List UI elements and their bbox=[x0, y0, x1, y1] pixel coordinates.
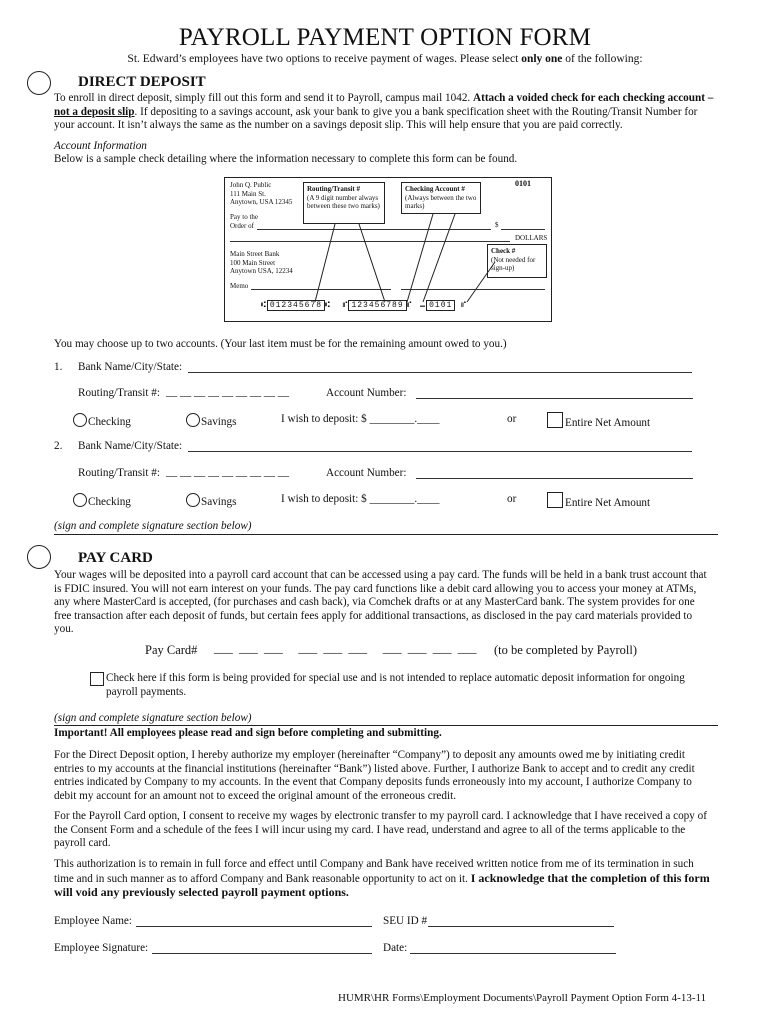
seu-id-label: SEU ID # bbox=[383, 915, 428, 927]
authorization-void-notice: I acknowledge that the completion of this form will void any previously selected payroll payment options. bbox=[54, 870, 710, 900]
check-holder-city: Anytown, USA 12345 bbox=[230, 198, 293, 206]
pay-card-heading: PAY CARD bbox=[78, 550, 153, 566]
direct-deposit-sign-note: (sign and complete signature section below) bbox=[54, 520, 252, 532]
savings-radio[interactable] bbox=[186, 413, 200, 427]
section-divider bbox=[54, 534, 718, 535]
account-2-number: 2. bbox=[54, 440, 63, 452]
check-number-callout-title: Check # bbox=[491, 247, 516, 255]
routing-callout-title: Routing/Transit # bbox=[307, 185, 360, 193]
pay-card-number-label: Pay Card# bbox=[145, 643, 198, 657]
savings-label: Savings bbox=[201, 416, 237, 428]
employee-signature-label: Employee Signature: bbox=[54, 942, 149, 954]
entire-net-checkbox[interactable] bbox=[547, 492, 563, 508]
checking-label: Checking bbox=[88, 496, 131, 508]
entire-net-label: Entire Net Amount bbox=[565, 417, 651, 429]
routing-callout-text: (A 9 digit number always between these two marks) bbox=[307, 193, 380, 210]
entire-net-checkbox[interactable] bbox=[547, 412, 563, 428]
check-memo-label: Memo bbox=[230, 282, 249, 290]
micr-routing: 012345678 bbox=[267, 300, 325, 311]
check-number-callout-text: (Not needed for sign-up) bbox=[491, 255, 536, 272]
form-subtitle bbox=[0, 53, 770, 65]
form-footer: HUMR\HR Forms\Employment Documents\Payroll Payment Option Form 4-13-11 bbox=[338, 992, 707, 1004]
account-2-deposit-amount[interactable]: I wish to deposit: $ ________.____ bbox=[281, 493, 440, 505]
employee-name-input[interactable] bbox=[136, 926, 372, 927]
check-holder-street: 111 Main St. bbox=[230, 189, 266, 198]
savings-radio[interactable] bbox=[186, 493, 200, 507]
choose-accounts-text: You may choose up to two accounts. (Your last item must be for the remaining amount owed to you.) bbox=[54, 338, 507, 350]
account-callout-text: (Always between the two marks) bbox=[405, 193, 477, 210]
account-1-account-label: Account Number: bbox=[326, 387, 407, 399]
section-divider bbox=[54, 725, 718, 726]
employee-signature-input[interactable] bbox=[152, 953, 372, 954]
account-2-account-label: Account Number: bbox=[326, 467, 407, 479]
check-bank-name: Main Street Bank bbox=[230, 250, 280, 258]
checking-radio[interactable] bbox=[73, 493, 87, 507]
checking-label: Checking bbox=[88, 416, 131, 428]
account-2-routing-label: Routing/Transit #: bbox=[78, 467, 160, 479]
pay-card-note: (to be completed by Payroll) bbox=[494, 643, 638, 657]
account-2-checking-option[interactable] bbox=[73, 493, 131, 508]
intro-text: To enroll in direct deposit, simply fill out this form and send it to Payroll, campus mail 1042. bbox=[54, 92, 474, 104]
account-1-entire-net-option[interactable] bbox=[547, 412, 650, 429]
direct-deposit-intro bbox=[54, 92, 714, 133]
check-dollar-sign: $ bbox=[495, 221, 499, 229]
subtitle-text-end: of the following: bbox=[562, 53, 643, 65]
account-1-number: 1. bbox=[54, 361, 63, 373]
account-1-checking-option[interactable] bbox=[73, 413, 131, 428]
entire-net-label: Entire Net Amount bbox=[565, 497, 651, 509]
micr-line: ⑆ 012345678 ⑆ ⑈ 123456789 ⑈ ⑉ 0101 ⑈ bbox=[261, 301, 467, 310]
account-2-routing-input[interactable]: __ __ __ __ __ __ __ __ __ bbox=[166, 466, 290, 478]
check-pay-to: Pay to the bbox=[230, 213, 258, 221]
authorization-direct-deposit: For the Direct Deposit option, I hereby authorize my employer (hereinafter “Company”) to deposit any amounts owed me by initiating credit entries to my accounts at the financial institutions (hereinafter “Bank”) listed above. Further, I authorize Bank to accept and to credit any credit entries indicated by Company to my accounts. In the event that Company deposits funds erroneously into my account, I authorize Company to debit my account for an amount not to exceed the original amount of the erroneous credit. bbox=[54, 749, 695, 802]
account-1-routing-label: Routing/Transit #: bbox=[78, 387, 160, 399]
check-number: 0101 bbox=[515, 179, 531, 188]
important-notice: Important! All employees please read and sign before completing and submitting. bbox=[54, 727, 442, 739]
pay-card-description: Your wages will be deposited into a payroll card account that can be accessed using a pay card. The funds will be held in a bank trust account that is FDIC insured. You will not earn interest on your funds. The pay card functions like a debit card allowing you to access your money at ATMs, any where MasterCard is accepted, (for purchases and cash back), via Comchek drafts or at any MasterCard bank. The system provides for one free transaction after each deposit of funds, but certain fees apply for additional transactions, as disclosed in the pay card materials provided to you. bbox=[54, 569, 707, 636]
account-2-bank-input[interactable] bbox=[188, 451, 692, 452]
account-1-bank-input[interactable] bbox=[188, 372, 692, 373]
direct-deposit-heading: DIRECT DEPOSIT bbox=[78, 74, 206, 90]
date-label: Date: bbox=[383, 942, 408, 954]
form-title: PAYROLL PAYMENT OPTION FORM bbox=[178, 24, 592, 51]
checking-radio[interactable] bbox=[73, 413, 87, 427]
check-bank-street: 100 Main Street bbox=[230, 258, 276, 267]
intro-bold-underline: not a deposit slip bbox=[54, 105, 135, 118]
authorization-duration bbox=[54, 858, 716, 901]
date-input[interactable] bbox=[410, 953, 616, 954]
micr-account: 123456789 bbox=[348, 300, 406, 311]
check-holder-name: John Q. Public bbox=[230, 181, 272, 189]
seu-id-input[interactable] bbox=[428, 926, 614, 927]
account-info-text: Below is a sample check detailing where the information necessary to complete this form can be found. bbox=[54, 153, 518, 165]
account-info-heading: Account Information bbox=[54, 140, 147, 152]
pay-card-radio[interactable] bbox=[27, 545, 51, 569]
account-1-deposit-amount[interactable]: I wish to deposit: $ ________.____ bbox=[281, 413, 440, 425]
authorization-duration-text: This authorization is to remain in full force and effect until Company and Bank have received written notice from me of its termination in such time and in such manner as to afford Company and Bank reasonable opportunity to act on it. bbox=[54, 858, 694, 885]
account-2-account-input[interactable] bbox=[416, 478, 693, 479]
direct-deposit-radio[interactable] bbox=[27, 71, 51, 95]
account-2-entire-net-option[interactable] bbox=[547, 492, 650, 509]
special-use-text: Check here if this form is being provided for special use and is not intended to replace automatic deposit information for ongoing payroll payments. bbox=[106, 672, 685, 698]
check-bank-city: Anytown USA, 12234 bbox=[230, 267, 293, 275]
account-2-savings-option[interactable] bbox=[186, 493, 236, 508]
micr-check: 0101 bbox=[426, 300, 455, 311]
intro-text-2: . If depositing to a savings account, ask your bank to give you a bank specification sheet with the Routing/Transit Number for your account. It isn’t always the same as the number on a savings deposit slip. This will help ensure that you are paid correctly. bbox=[54, 105, 698, 132]
pay-card-number-input[interactable]: ___ ___ ___ ___ ___ ___ ___ ___ ___ ___ bbox=[214, 641, 477, 655]
check-order-of: Order of bbox=[230, 222, 254, 230]
account-1-or: or bbox=[507, 413, 517, 425]
intro-bold: Attach a voided check for each checking account – bbox=[473, 92, 714, 104]
account-1-routing-input[interactable]: __ __ __ __ __ __ __ __ __ bbox=[166, 386, 290, 398]
sample-check bbox=[224, 177, 552, 322]
subtitle-emphasis: only one bbox=[521, 53, 563, 65]
account-1-bank-label: Bank Name/City/State: bbox=[78, 361, 183, 373]
special-use-checkbox[interactable] bbox=[90, 672, 104, 686]
employee-name-label: Employee Name: bbox=[54, 915, 132, 927]
pay-card-sign-note: (sign and complete signature section below) bbox=[54, 712, 252, 724]
authorization-payroll-card: For the Payroll Card option, I consent to receive my wages by electronic transfer to my payroll card. I acknowledge that I have received a copy of the Consent Form and a schedule of the fees I will incur using my card. I have read, understand and agree to all of the terms applicable to the payroll card. bbox=[54, 810, 707, 850]
account-1-account-input[interactable] bbox=[416, 398, 693, 399]
account-1-savings-option[interactable] bbox=[186, 413, 236, 428]
account-2-or: or bbox=[507, 493, 517, 505]
account-callout-title: Checking Account # bbox=[405, 185, 465, 193]
check-dollars-label: DOLLARS bbox=[515, 234, 548, 242]
account-2-bank-label: Bank Name/City/State: bbox=[78, 440, 183, 452]
subtitle-text: St. Edward’s employees have two options to receive payment of wages. Please select bbox=[127, 53, 522, 65]
savings-label: Savings bbox=[201, 496, 237, 508]
